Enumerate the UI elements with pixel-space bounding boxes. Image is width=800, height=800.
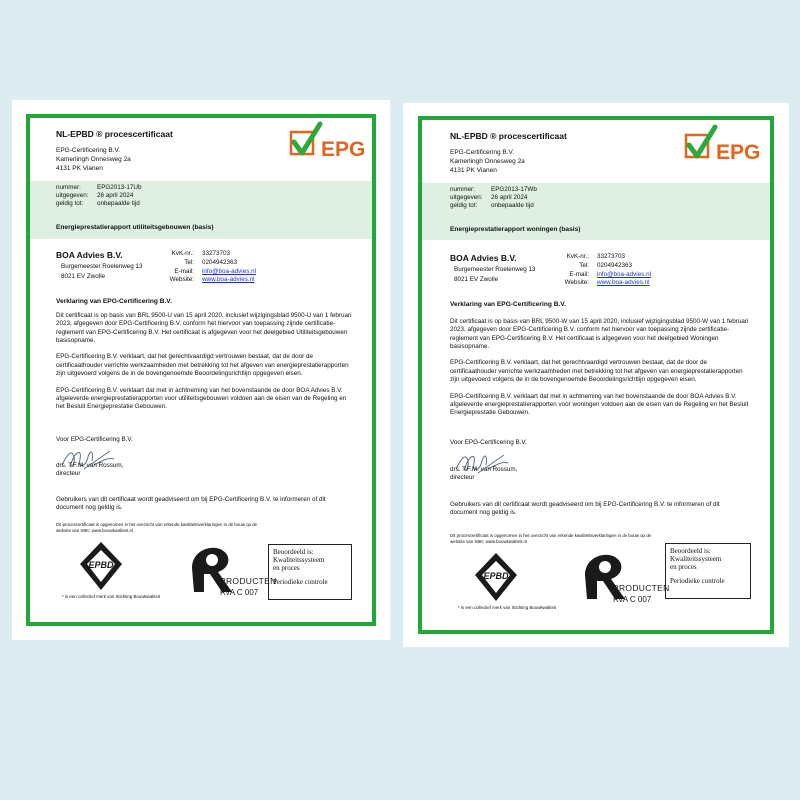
meta-row-issued: uitgegeven: 26 april 2024 [56, 192, 134, 200]
validity-note: Gebruikers van dit certificaat wordt geadviseerd om bij EPG-Certificering B.V. te informeren of dit document nog geldig is. [56, 496, 326, 512]
signoff: Voor EPG-Certificering B.V. [56, 436, 133, 443]
rva-logo [182, 540, 277, 600]
certificate-meta [56, 184, 141, 209]
paragraph: Dit certificaat is op basis van BRL 9500-U van 15 april 2020, inclusief wijzigingsblad 9500-U van 1 februari 2023, afgegeven door EPG-Certificering B.V. conform het hiervoor van toepassing zijnde certificatie-reglement van EPG-Certificering B.V. Het certificaat is afgegeven voor het deelgebied Utiliteitsgebouwen basisopname. [56, 312, 352, 344]
declaration-title: Verklaring van EPG-Certificering B.V. [450, 301, 566, 308]
sbk-note: Dit procescertificaat is opgenomen in het overzicht van erkende kwaliteitsverklaringen in de bouw op de website van SBK: www.bouwkwaliteit.nl [450, 533, 652, 545]
contact-email: E-mail: info@boa-advies.nl [174, 267, 257, 275]
certificate-meta [450, 186, 537, 211]
epg-logo-text: EPG [321, 138, 366, 161]
epbd-badge [78, 540, 124, 592]
holder-name: BOA Advies B.V. [56, 250, 123, 260]
meta-row-valid: geldig tot: onbepaalde tijd [56, 200, 140, 208]
signer-name: drs. T.F.M. van Rossum, [450, 466, 518, 473]
declaration-title: Verklaring van EPG-Certificering B.V. [56, 298, 172, 305]
epg-logo [683, 123, 763, 169]
report-type: Energieprestatierapport utiliteitsgebouwen (basis) [56, 224, 214, 231]
email-link[interactable]: info@boa-advies.nl [597, 270, 652, 278]
contact-tel: Tel: 0204942363 [579, 261, 633, 269]
epbd-badge-text: EPBD [88, 560, 114, 570]
website-link[interactable]: www.boa-advies.nl [597, 279, 650, 287]
contact-website: Website: www.boa-advies.nl [564, 279, 650, 287]
contact-email: E-mail: info@boa-advies.nl [569, 270, 652, 278]
holder-address: Burgemeester Roelenweg 13 8021 EV Zwolle [454, 266, 536, 283]
signer-role: directeur [450, 474, 475, 482]
paragraph: EPG-Certificering B.V. verklaart, dat het gerechtvaardigd vertrouwen bestaat, dat de door de certificaathouder verrichte werkzaamheden met betrekking tot het afgeven van energieprestatierapporten zijn uitgevoerd volgens de in de bovengenoemde Beoordelingsrichtlijn opgegeven eisen. [56, 353, 349, 378]
signer-role: directeur [56, 470, 81, 478]
epg-logo [288, 120, 368, 166]
contact-kvk: KvK-nr.: 33273703 [171, 250, 231, 257]
paragraph: EPG-Certificering B.V. verklaart, dat het gerechtvaardigd vertrouwen bestaat, dat de door de certificaathouder verrichte werkzaamheden met betrekking tot het afgeven van energieprestatierapporten zijn uitgevoerd volgens de in de bovengenoemde Beoordelingsrichtlijn opgegeven eisen. [450, 359, 743, 384]
rva-logo [575, 547, 670, 607]
issuer-address: EPG-Certificering B.V. Kamerlingh Onnesweg 2a 4131 PK Vianen [450, 149, 525, 174]
website-link[interactable]: www.boa-advies.nl [202, 276, 255, 284]
signer [56, 462, 123, 479]
collective-mark-note: * is een collectief merk van Stichting Bouwkwaliteit [62, 594, 161, 599]
signoff: Voor EPG-Certificering B.V. [450, 439, 527, 446]
paragraph: EPG-Certificering B.V. verklaart dat met in achtneming van het bovenstaande de door BOA Advies B.V. afgeleverde energieprestatierapporten voor utiliteitsgebouwen voldoen aan de eisen van de Regeling en het Besluit Energieprestatie Gebouwen. [56, 386, 347, 411]
paragraph: EPG-Certificering B.V. verklaart dat met in achtneming van het bovenstaande de door BOA Advies B.V. afgeleverde energieprestatierapporten voor woningen voldoen aan de eisen van de Regeling en het Besluit Energieprestatie Gebouwen. [450, 392, 749, 417]
contact-kvk: KvK-nr.: 33273703 [566, 253, 626, 260]
contact-website: Website: www.boa-advies.nl [169, 276, 255, 284]
holder-contacts [154, 250, 256, 285]
issuer-address: EPG-Certificering B.V. Kamerlingh Onnesweg 2a 4131 PK Vianen [56, 147, 131, 172]
signer-name: drs. T.F.M. van Rossum, [56, 462, 124, 469]
certificate-page-left [12, 100, 390, 640]
rva-line2: RvA C 007 [613, 595, 652, 604]
holder-contacts [549, 253, 651, 288]
holder-name: BOA Advies B.V. [450, 253, 517, 263]
report-type: Energieprestatierapport woningen (basis) [450, 226, 581, 233]
epg-logo-text: EPG [716, 141, 761, 164]
meta-row-issued: uitgegeven: 26 april 2024 [450, 194, 528, 202]
email-link[interactable]: info@boa-advies.nl [202, 267, 257, 275]
collective-mark-note: * is een collectief merk van Stichting Bouwkwaliteit [458, 605, 557, 610]
contact-tel: Tel: 0204942363 [184, 258, 238, 266]
sbk-note: Dit procescertificaat is opgenomen in het overzicht van erkende kwaliteitsverklaringen in de bouw op de website van SBK: www.bouwkwaliteit.nl [56, 522, 258, 534]
signer [450, 466, 517, 483]
rva-line2: RvA C 007 [220, 588, 259, 597]
certificate-title: NL-EPBD ® procescertificaat [450, 131, 567, 141]
assessment-box: Beoordeeld is: Kwaliteitssysteem en proces Periodieke controle [268, 544, 352, 600]
certificate-page-right [403, 103, 789, 647]
epbd-badge-text: EPBD [483, 571, 509, 581]
rva-line1: PRODUCTEN [613, 583, 670, 593]
holder-address: Burgemeester Roelenweg 13 8021 EV Zwolle [61, 263, 143, 280]
rva-line1: PRODUCTEN [220, 576, 277, 586]
paragraph: Dit certificaat is op basis van BRL 9500-W van 15 april 2020, inclusief wijzigingsblad 9500-W van 1 februari 2023, afgegeven door EPG-Certificering B.V. conform het hiervoor van toepassing zijnde certificatie-reglement van EPG-Certificering B.V. Het certificaat is afgegeven voor het deelgebied Woningen basisopname. [450, 318, 749, 350]
declaration-body [450, 318, 750, 426]
declaration-body [56, 312, 356, 420]
meta-row-number: nummer: EPG2013-17Ub [56, 184, 142, 191]
validity-note: Gebruikers van dit certificaat wordt geadviseerd om bij EPG-Certificering B.V. te informeren of dit document nog geldig is. [450, 501, 720, 517]
meta-row-number: nummer: EPG2013-17Wb [450, 186, 537, 193]
certificate-title: NL-EPBD ® procescertificaat [56, 129, 173, 139]
meta-row-valid: geldig tot: onbepaalde tijd [450, 202, 534, 210]
assessment-box: Beoordeeld is: Kwaliteitssysteem en proces Periodieke controle [665, 543, 751, 599]
epbd-badge [473, 551, 519, 603]
